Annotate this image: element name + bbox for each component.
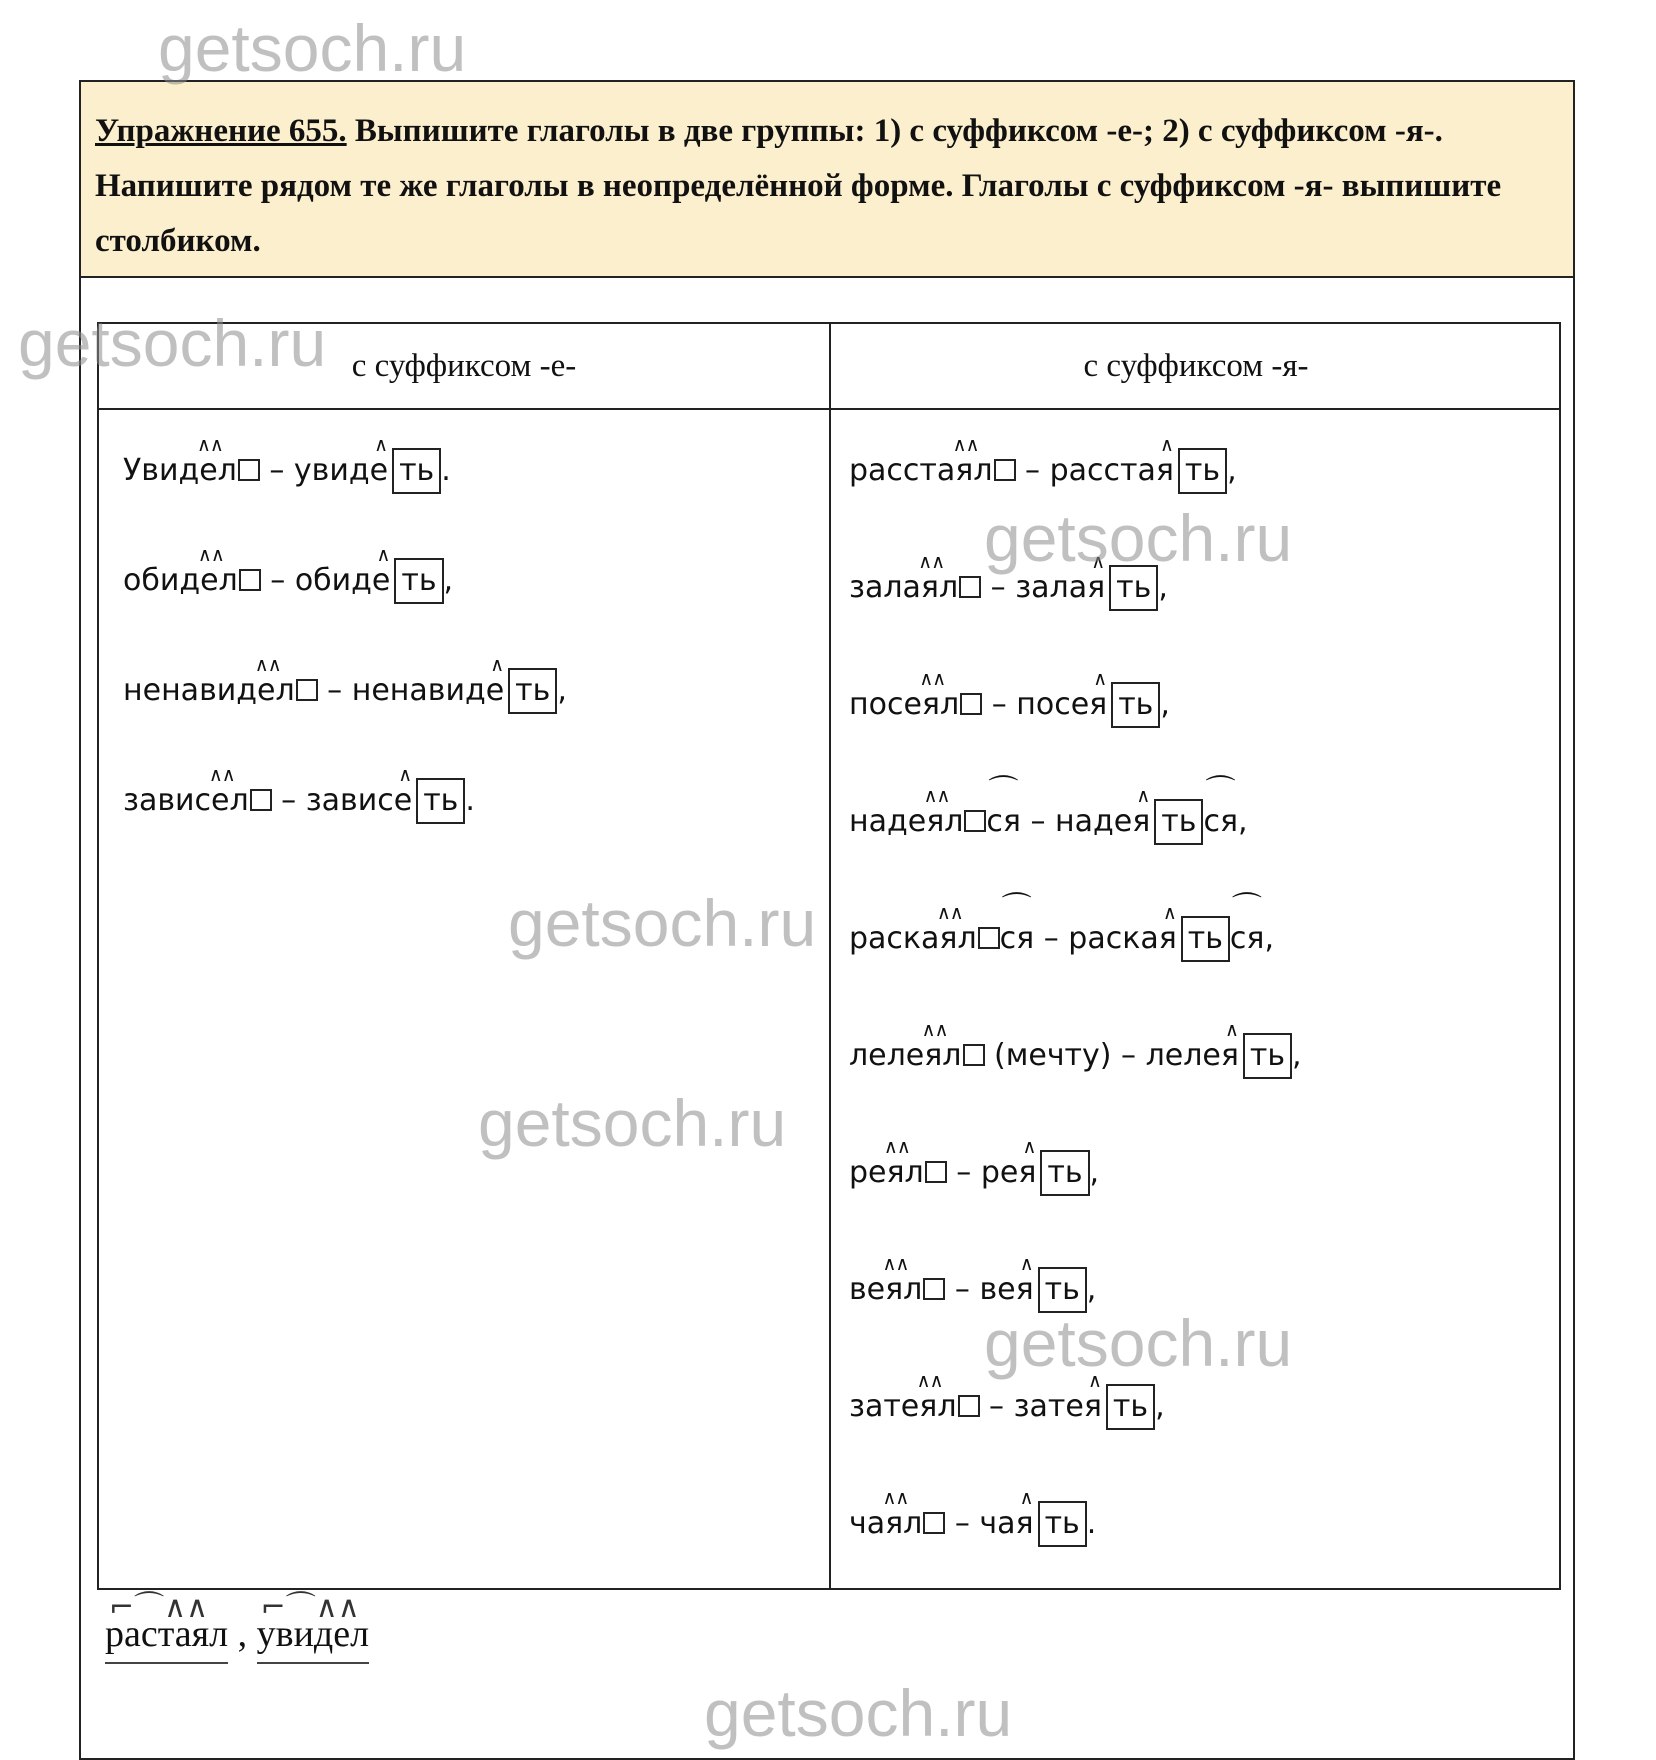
infinitive-stem: ∧ ненавиде: [352, 671, 504, 711]
dash: –: [259, 453, 294, 488]
punctuation: ,: [1227, 453, 1237, 488]
column-header-ya: с суффиксом -я-: [1083, 348, 1309, 384]
infinitive-stem: ∧ обиде: [295, 561, 391, 601]
infinitive-stem: ∧ вея: [979, 1270, 1033, 1310]
zero-ending-box: [964, 810, 986, 832]
zero-ending-box: [994, 459, 1016, 481]
zero-ending-box: [958, 1395, 980, 1417]
verb-entry: [849, 1501, 1096, 1547]
punctuation: ,: [1155, 1389, 1165, 1424]
verb-entry: [849, 1150, 1099, 1196]
zero-ending-box: [296, 679, 318, 701]
dash: –: [981, 570, 1016, 605]
zero-ending-box: [239, 569, 261, 591]
infinitive-ending: ть: [1154, 799, 1203, 845]
punctuation: .: [1086, 1506, 1097, 1541]
zero-ending-box: [923, 1278, 945, 1300]
verb-entry: [849, 799, 1248, 845]
infinitive-ending: ть: [1178, 448, 1227, 494]
infinitive-ending: ть: [1243, 1033, 1292, 1079]
watermark: getsoch.ru: [158, 11, 467, 85]
dash: –: [945, 1272, 980, 1307]
infinitive-stem: ∧ увиде: [294, 451, 388, 491]
infinitive-stem: ∧ рея: [981, 1153, 1037, 1193]
watermark: getsoch.ru: [478, 1086, 787, 1160]
punctuation: ,: [1160, 687, 1170, 722]
past-form: ∧∧ Увидел: [123, 451, 237, 491]
watermark: getsoch.ru: [18, 306, 327, 380]
example-separator: ,: [228, 1613, 257, 1655]
dash: –: [982, 687, 1017, 722]
dash: –: [260, 563, 295, 598]
punctuation: ,: [443, 563, 454, 598]
watermark: getsoch.ru: [984, 501, 1293, 575]
zero-ending-box: [963, 1044, 985, 1066]
verb-entry: [849, 565, 1168, 611]
infinitive-ending: ть: [1111, 682, 1160, 728]
past-form: ∧∧ чаял: [849, 1504, 922, 1544]
verb-entry: [849, 448, 1237, 494]
infinitive-stem: ∧ раская: [1068, 919, 1176, 959]
table-header-divider: [99, 408, 1559, 410]
dash: –: [271, 783, 306, 818]
punctuation: ,: [557, 673, 567, 708]
infinitive-ending: ть: [1181, 916, 1230, 962]
dash: –: [1111, 1038, 1146, 1073]
past-form: ∧∧ раскаял: [849, 919, 977, 959]
table-divider: [829, 324, 831, 1588]
punctuation: ,: [1158, 570, 1168, 605]
past-form: ∧∧ реял: [849, 1153, 924, 1193]
punctuation: ,: [1238, 804, 1248, 839]
dash: –: [946, 1155, 981, 1190]
past-form: ∧∧ ненавидел: [123, 671, 295, 711]
punctuation: ,: [1264, 921, 1275, 956]
zero-ending-box: [960, 693, 982, 715]
dash: –: [1034, 921, 1069, 956]
punctuation: .: [465, 783, 475, 818]
punctuation: .: [441, 453, 451, 488]
infinitive-ending: ть: [1038, 1501, 1087, 1547]
dash: –: [979, 1389, 1014, 1424]
exercise-instruction: Выпишите глаголы в две группы: 1) с суффиксом -е-; 2) с суффиксом -я-. Напишите рядом те же глаголы в неопределённой форме. Глаголы с суффиксом -я- выпишите столбиком.: [95, 113, 1502, 259]
infinitive-stem: ∧ расстая: [1050, 451, 1174, 491]
postfix: ⌒ ся: [1203, 802, 1238, 842]
infinitive-ending: ть: [394, 558, 443, 604]
verb-entry: [849, 682, 1170, 728]
punctuation: ,: [1292, 1038, 1302, 1073]
zero-ending-box: [923, 1512, 945, 1534]
past-form: ∧∧ расстаял: [849, 451, 993, 491]
infinitive-ending: ть: [1040, 1150, 1089, 1196]
infinitive-stem: ∧ лелея: [1146, 1036, 1239, 1076]
postfix: ⌒ ся: [1000, 919, 1035, 959]
exercise-header: [81, 82, 1573, 278]
past-form: ∧∧ залаял: [849, 568, 958, 608]
past-form: ∧∧ надеял: [849, 802, 963, 842]
punctuation: ,: [1086, 1272, 1097, 1307]
past-form: ∧∧ веял: [849, 1270, 922, 1310]
example-word: ⌐⌒∧∧ увидел: [257, 1612, 369, 1664]
verb-entry: [849, 1384, 1165, 1430]
watermark: getsoch.ru: [984, 1306, 1293, 1380]
infinitive-ending: ть: [1109, 565, 1158, 611]
verb-entry: [849, 916, 1274, 962]
postfix: ⌒ ся: [986, 802, 1021, 842]
dash: –: [945, 1506, 980, 1541]
answer-frame: [79, 80, 1575, 1760]
verb-entry: [849, 1267, 1096, 1313]
infinitive-ending: ть: [392, 448, 441, 494]
verb-entry: [849, 1033, 1302, 1079]
past-form: ∧∧ посеял: [849, 685, 959, 725]
zero-ending-box: [925, 1161, 947, 1183]
infinitive-ending: ть: [1106, 1384, 1155, 1430]
infinitive-stem: ∧ залая: [1015, 568, 1105, 608]
answer-table: [97, 322, 1561, 1590]
example-word: ⌐⌒∧∧ растаял: [105, 1612, 228, 1664]
watermark: getsoch.ru: [508, 886, 817, 960]
postfix: ⌒ ся: [1230, 919, 1265, 959]
infinitive-ending: ть: [508, 668, 557, 714]
exercise-number: Упражнение 655.: [95, 113, 347, 149]
verb-entry: [123, 558, 453, 604]
zero-ending-box: [238, 459, 260, 481]
past-form: ∧∧ зависел: [123, 781, 249, 821]
infinitive-ending: ть: [1038, 1267, 1087, 1313]
verb-entry: [123, 778, 475, 824]
infinitive-stem: ∧ затея: [1014, 1387, 1102, 1427]
infinitive-stem: ∧ чая: [979, 1504, 1033, 1544]
verb-entry: [123, 668, 567, 714]
past-form: ∧∧ затеял: [849, 1387, 957, 1427]
dash: –: [1020, 804, 1056, 839]
dash: –: [317, 673, 352, 708]
zero-ending-box: [250, 789, 272, 811]
infinitive-ending: ть: [416, 778, 465, 824]
morpheme-example: [105, 1612, 369, 1664]
past-form: ∧∧ лелеял: [849, 1036, 962, 1076]
infinitive-stem: ∧ посея: [1016, 685, 1107, 725]
column-header-e: с суффиксом -е-: [351, 348, 577, 384]
past-form: ∧∧ обидел: [123, 561, 238, 601]
infinitive-stem: ∧ надея: [1055, 802, 1150, 842]
zero-ending-box: [978, 927, 1000, 949]
infinitive-stem: ∧ зависе: [306, 781, 412, 821]
object-note: (мечту): [984, 1038, 1112, 1073]
dash: –: [1015, 453, 1050, 488]
zero-ending-box: [959, 576, 981, 598]
verb-entry: [123, 448, 451, 494]
watermark: getsoch.ru: [704, 1676, 1013, 1750]
punctuation: ,: [1089, 1155, 1100, 1190]
